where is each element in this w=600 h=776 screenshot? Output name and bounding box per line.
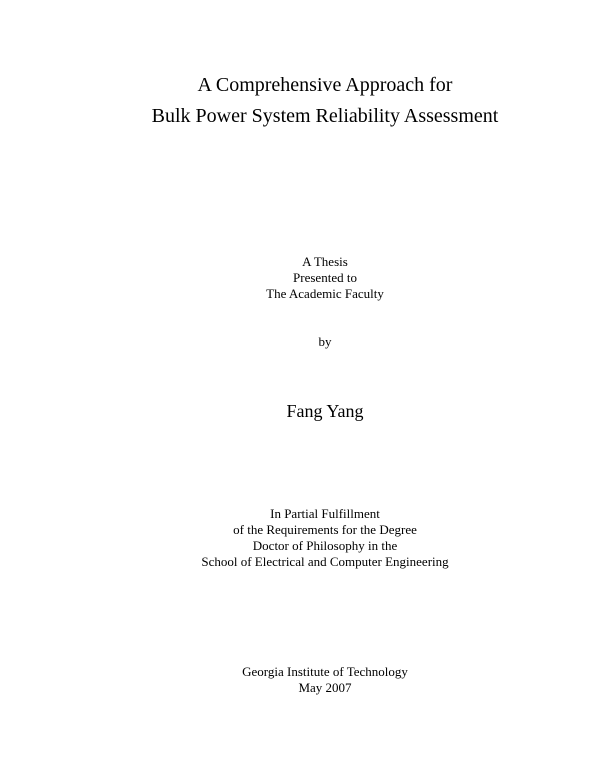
- presented-to: Presented to: [293, 270, 357, 285]
- institution-block: [0, 664, 600, 696]
- academic-faculty: The Academic Faculty: [266, 286, 384, 301]
- title-line-2: Bulk Power System Reliability Assessment: [151, 105, 499, 127]
- institution-name: Georgia Institute of Technology: [242, 664, 408, 679]
- by-text: by: [318, 334, 332, 349]
- fulfillment-line-1: In Partial Fulfillment: [270, 506, 380, 521]
- author-name: Fang Yang: [286, 401, 364, 421]
- by-label: [0, 334, 600, 350]
- fulfillment-line-4: School of Electrical and Computer Engineering: [201, 554, 449, 569]
- fulfillment-line-2: of the Requirements for the Degree: [233, 522, 417, 537]
- thesis-title: [0, 70, 600, 132]
- author: [0, 400, 600, 422]
- degree-fulfillment: [0, 506, 600, 570]
- thesis-presentation: [0, 254, 600, 302]
- submission-date: May 2007: [298, 680, 352, 695]
- fulfillment-line-3: Doctor of Philosophy in the: [252, 538, 398, 553]
- thesis-label: A Thesis: [302, 254, 348, 269]
- title-line-1: A Comprehensive Approach for: [197, 74, 453, 96]
